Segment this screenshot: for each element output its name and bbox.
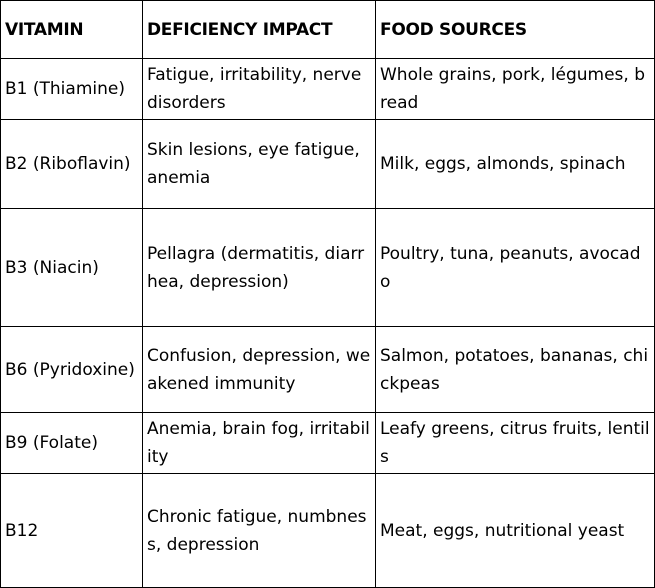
- food-sources-cell: Milk, eggs, almonds, spinach: [376, 120, 655, 209]
- deficiency-cell: Chronic fatigue, numbness, depression: [143, 474, 376, 588]
- table-row: [1, 120, 655, 209]
- vitamin-cell: B12: [1, 474, 143, 588]
- vitamin-cell: B9 (Folate): [1, 413, 143, 474]
- table-row: [1, 327, 655, 413]
- food-sources-cell: Poultry, tuna, peanuts, avocado: [376, 209, 655, 327]
- vitamin-cell: B3 (Niacin): [1, 209, 143, 327]
- deficiency-cell: Anemia, brain fog, irritability: [143, 413, 376, 474]
- food-sources-cell: Leafy greens, citrus fruits, lentils: [376, 413, 655, 474]
- deficiency-cell: Confusion, depression, weakened immunity: [143, 327, 376, 413]
- deficiency-cell: Pellagra (dermatitis, diarrhea, depression): [143, 209, 376, 327]
- vitamin-cell: B1 (Thiamine): [1, 59, 143, 120]
- deficiency-cell: Skin lesions, eye fatigue, anemia: [143, 120, 376, 209]
- table-header-row: [1, 1, 655, 59]
- header-food-sources: FOOD SOURCES: [376, 1, 655, 59]
- food-sources-cell: Meat, eggs, nutritional yeast: [376, 474, 655, 588]
- vitamin-cell: B6 (Pyridoxine): [1, 327, 143, 413]
- vitamin-cell: B2 (Riboflavin): [1, 120, 143, 209]
- header-deficiency-impact: DEFICIENCY IMPACT: [143, 1, 376, 59]
- table-row: [1, 474, 655, 588]
- table-row: [1, 413, 655, 474]
- table-row: [1, 59, 655, 120]
- food-sources-cell: Whole grains, pork, légumes, bread: [376, 59, 655, 120]
- table-row: [1, 209, 655, 327]
- deficiency-cell: Fatigue, irritability, nerve disorders: [143, 59, 376, 120]
- food-sources-cell: Salmon, potatoes, bananas, chickpeas: [376, 327, 655, 413]
- header-vitamin: VITAMIN: [1, 1, 143, 59]
